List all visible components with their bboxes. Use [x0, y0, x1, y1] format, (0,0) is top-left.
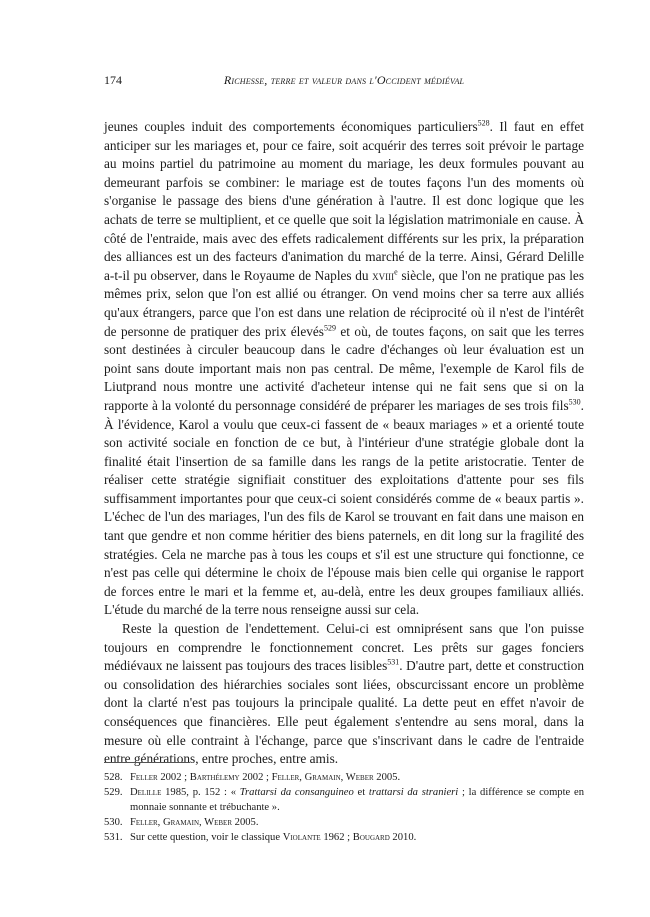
footnote-531: 531. Sur cette question, voir le classique Violante 1962 ; Bougard 2010. [104, 832, 417, 843]
page-number: 174 [104, 73, 122, 87]
footnote-separator [104, 762, 190, 763]
footnote-ref-530[interactable]: 530 [568, 397, 581, 407]
paragraph-2: Reste la question de l'endettement. Celui-ci est omniprésent sans que l'on puisse toujours en comprendre le fonctionnement concret. Les prêts sur gages fonciers médiévaux ne laissent pas toujours des traces lisibles$^{531}$. D'autre part, dette et construction ou consolidation des hiérarchies sociales sont liées, obscurcissant encore un problème dont la clarté n'est pas toujours la principale qualité. La dette peut en effet n'avoir de conséquences que financières. Elle peut également s'entendre au sens moral, dans la mesure où elle contraint à l'échange, parce que s'inscrivant dans le cadre de l'entraide entre générations, entre proches, entre amis. [104, 621, 584, 767]
running-title: Richesse, terre et valeur dans l'Occident médiéval [223, 73, 465, 87]
century-numeral: xviii [372, 267, 395, 283]
body-text [104, 118, 584, 769]
footnote-529: 529. Delille 1985, p. 152 : « Trattarsi da consanguineo et trattarsi da stranieri ; la différence se compte en monnaie sonnante et trébuchante ». [104, 787, 584, 813]
footnote-number: 530. [104, 817, 123, 828]
paragraph-1: jeunes couples induit des comportements économiques particuliers$^{528}$. Il faut en effet anticiper sur les mariages et, pour ce faire, soit acquérir des terres soit prévoir le partage au moins partiel du patrimoine au moment du mariage, les deux formules pouvant au demeurant parfois se combiner: le mariage est de toutes façons l'un des moments où s'organise le passage des biens d'une génération à l'autre. Il est donc logique que les achats de terre se multiplient, et ce quelle que soit la législation matrimoniale en cause. À côté de l'entraide, mais avec des effets radicalement différents sur les prix, la préparation des alliances est un des facteurs d'animation du marché de la terre. Ainsi, Gérard Delille a-t-il pu observer, dans le Royaume de Naples du xviii$^e$ siècle, que l'on ne pratique pas les mêmes prix, selon que l'on est allié ou étranger. On vend moins cher sa terre aux alliés qu'aux étrangers, parce que l'on est dans une relation de réciprocité où il n'est de l'intérêt de personne de pratiquer des prix élevés$^{529}$ et où, de toutes façons, on sait que les terres sont destinées à circuler beaucoup dans le cadre d'échanges où leur évaluation est un point sans doute important mais non pas central. De même, l'exemple de Karol fils de Liutprand nous montre une activité d'acheteur intense qui ne fait sens que si on la rapporte à la volonté du personnage considéré de préparer les mariages de ses trois fils$^{530}$. À l'évidence, Karol a voulu que ceux-ci fassent de « beaux mariages » et a orienté toute son activité sociale en fonction de ce but, à l'intérieur d'une stratégie globale dont la finalité était l'insertion de sa famille dans les rangs de la petite aristocratie. Tenter de réaliser cette stratégie signifiait constituer des exploitations d'attente pour ses fils suffisamment importantes pour que ceux-ci soient considérés comme de « beaux partis ». L'échec de l'un des mariages, l'un des fils de Karol se trouvant en fait dans une maison en tant que gendre et non comme héritier des biens paternels, en dit long sur la fragilité des stratégies. Cela ne marche pas à tous les coups et s'il est une structure qui fonctionne, ce n'est pas celle qui détermine le choix de l'épouse mais bien celle qui organise le rapport de forces entre le mari et la femme et, au-delà, entre les deux groupes familiaux alliés. L'étude du marché de la terre nous renseigne aussi sur cela. [104, 118, 585, 618]
footnote-number: 529. [104, 787, 123, 798]
footnote-ref-531[interactable]: 531 [387, 657, 400, 667]
footnote-ref-529[interactable]: 529 [323, 323, 336, 333]
footnote-528: 528. Feller 2002 ; Barthélemy 2002 ; Feller, Gramain, Weber 2005. [104, 772, 401, 783]
footnote-ref-528[interactable]: 528 [477, 118, 490, 128]
footnotes [104, 770, 584, 845]
footnote-number: 528. [104, 772, 123, 783]
footnote-530: 530. Feller, Gramain, Weber 2005. [104, 817, 259, 828]
footnote-number: 531. [104, 832, 123, 843]
